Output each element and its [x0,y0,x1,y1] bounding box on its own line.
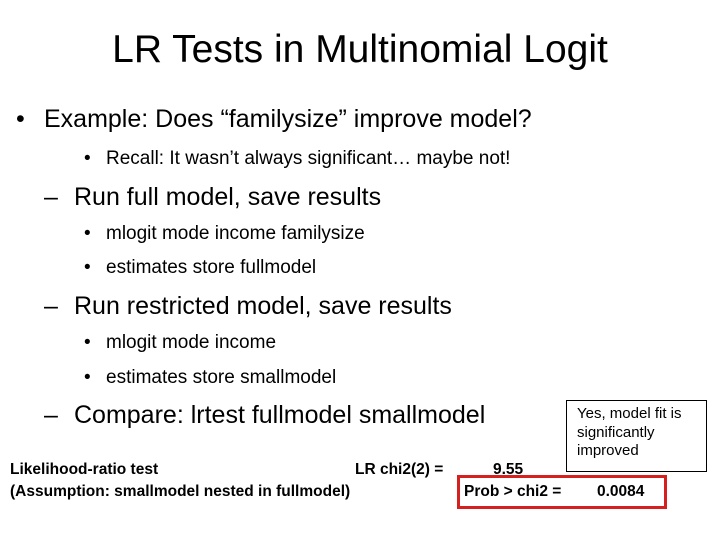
bullet-marker: • [84,257,91,278]
restricted-cmd-2 [84,365,336,391]
dash-marker: – [44,183,58,211]
bullet-marker: • [84,332,91,353]
restricted-cmd-1 [84,330,276,356]
lr-chi2-label: LR chi2(2) = [355,461,444,478]
dash-marker: – [44,401,58,429]
bullet-marker: • [84,223,91,244]
highlight-box [457,475,667,509]
step-full-text: Run full model, save results [74,183,382,211]
full-cmd-1 [84,221,365,247]
command-text: estimates store fullmodel [106,257,317,278]
prob-value: 0.0084 [597,483,645,500]
full-cmd-2 [84,255,316,281]
slide-title: LR Tests in Multinomial Logit [112,28,608,71]
step-restricted [44,290,452,322]
command-text: estimates store smallmodel [106,367,337,388]
bullet-marker: • [16,105,25,133]
step-restricted-text: Run restricted model, save results [74,292,452,320]
command-text: mlogit mode income [106,332,277,353]
lr-test-label: Likelihood-ratio test [10,461,159,478]
bullet-marker: • [84,367,91,388]
recall-bullet [84,146,510,172]
lr-chi2-value: 9.55 [493,461,524,478]
main-bullet [16,103,532,135]
recall-text: Recall: It wasn’t always significant… maybe not! [106,148,511,169]
step-compare [44,399,485,431]
lr-assumption-text: (Assumption: smallmodel nested in fullmodel) [10,483,351,500]
dash-marker: – [44,292,58,320]
bullet-marker: • [84,148,91,169]
prob-label: Prob > chi2 = [464,483,562,500]
command-text: mlogit mode income familysize [106,223,365,244]
step-compare-text: Compare: lrtest fullmodel smallmodel [74,401,486,429]
result-callout: Yes, model fit is significantly improved [566,400,707,472]
step-full [44,181,381,213]
main-bullet-text: Example: Does “familysize” improve model? [44,105,532,133]
